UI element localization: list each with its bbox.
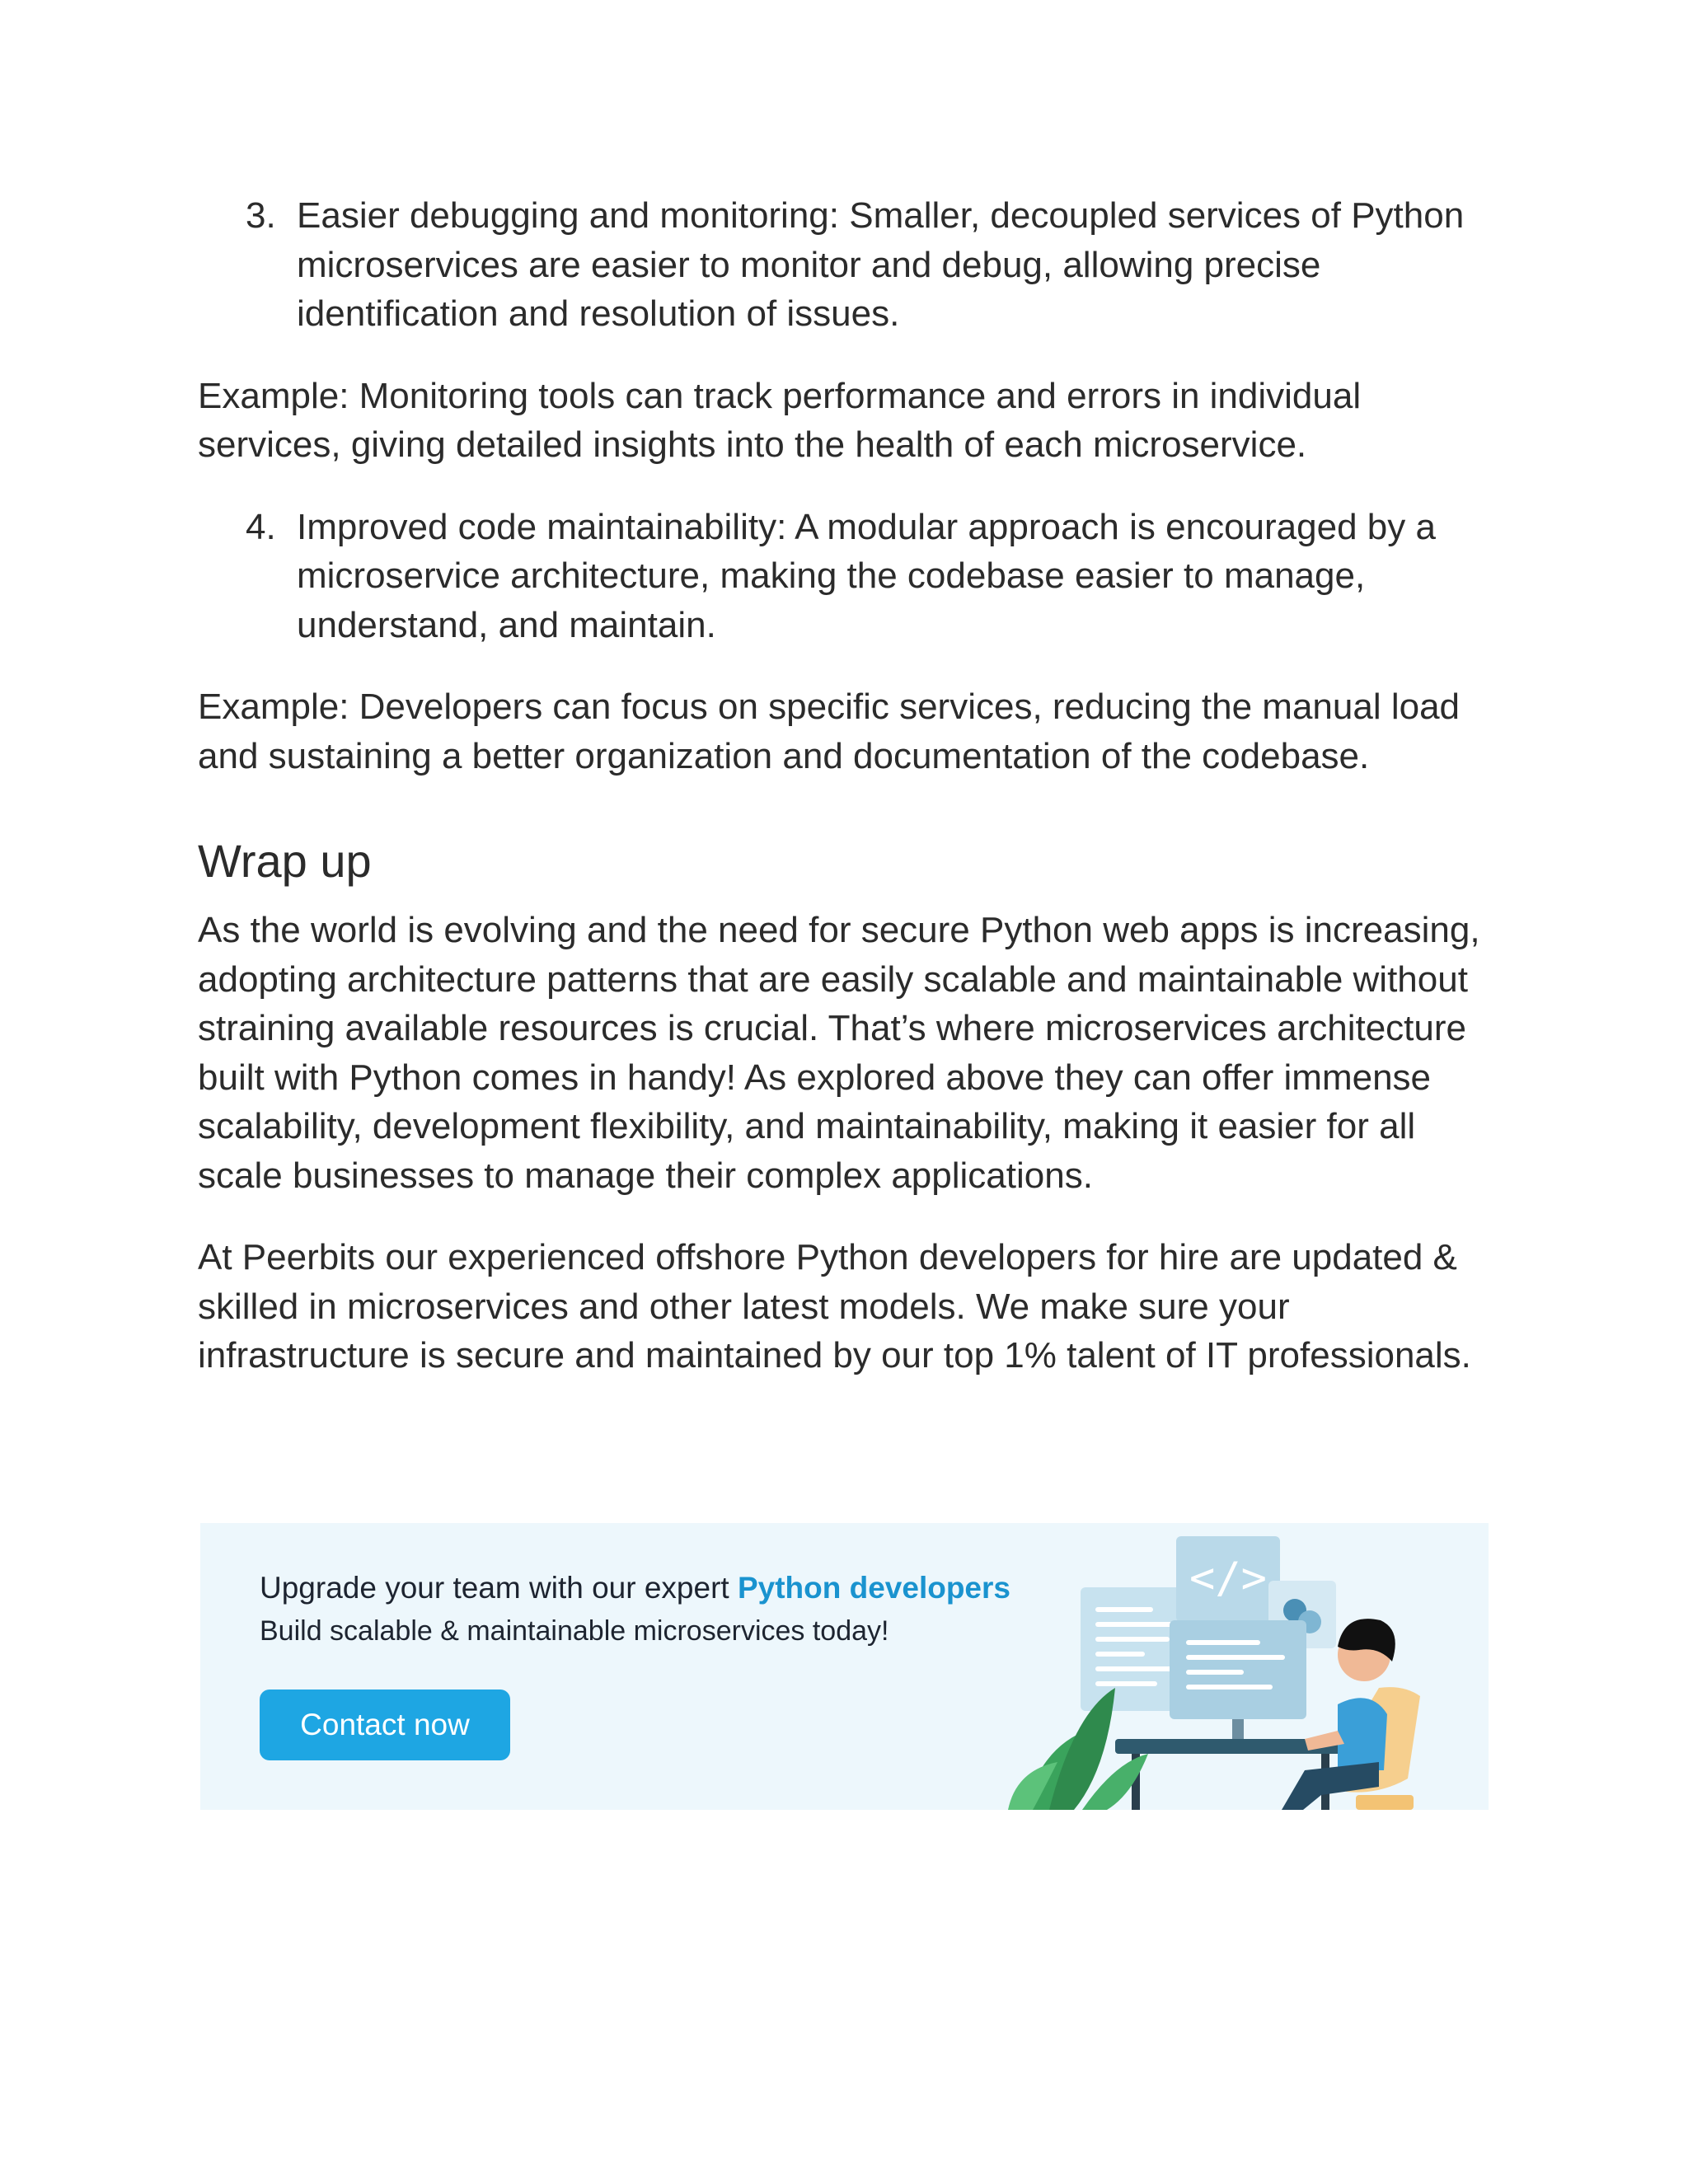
banner-subheadline: Build scalable & maintainable microservices today! bbox=[260, 1615, 889, 1647]
code-symbol-icon: </> bbox=[1189, 1554, 1267, 1603]
list-item-text: Easier debugging and monitoring: Smaller, decoupled services of Python microservices are easier to monitor and debug, allowing precise identification and resolution of issues. bbox=[297, 195, 1465, 334]
code-symbol-card bbox=[1176, 1536, 1280, 1622]
example-paragraph: Example: Monitoring tools can track performance and errors in individual services, giving detailed insights into the health of each microservice. bbox=[198, 375, 1362, 465]
cta-banner[interactable] bbox=[200, 1523, 1489, 1810]
wrap-up-paragraph: As the world is evolving and the need for secure Python web apps is increasing, adopting architecture patterns that are easily scalable and maintainable without straining available resources is crucial. That’s where microservices architecture built with Python comes in handy! As explored above they can offer immense scalability, development flexibility, and maintainability, making it easier for all scale businesses to manage their complex applications. bbox=[198, 910, 1480, 1196]
list-item bbox=[246, 191, 1500, 339]
example-paragraph: Example: Developers can focus on specific services, reducing the manual load and sustaining a better organization and documentation of the codebase. bbox=[198, 687, 1461, 776]
article-content bbox=[198, 191, 1500, 1413]
monitor bbox=[1170, 1620, 1306, 1744]
list-item bbox=[246, 503, 1500, 650]
contact-now-button[interactable]: Contact now bbox=[260, 1690, 510, 1760]
list-item-text: Improved code maintainability: A modular approach is encouraged by a microservice architecture, making the codebase easier to manage, understand, and maintain. bbox=[297, 506, 1436, 645]
wrap-up-paragraph: At Peerbits our experienced offshore Python developers for hire are updated & skilled in microservices and other latest models. We make sure your infrastructure is secure and maintained by our top 1% talent of IT professionals. bbox=[198, 1237, 1471, 1376]
list-item-number: 3. bbox=[246, 195, 276, 236]
section-heading: Wrap up bbox=[198, 835, 372, 887]
banner-headline-text: Upgrade your team with our expert bbox=[260, 1571, 738, 1605]
banner-headline bbox=[260, 1571, 1010, 1605]
developer-illustration bbox=[992, 1523, 1489, 1810]
list-item-number: 4. bbox=[246, 506, 276, 547]
banner-headline-highlight: Python developers bbox=[737, 1571, 1010, 1605]
